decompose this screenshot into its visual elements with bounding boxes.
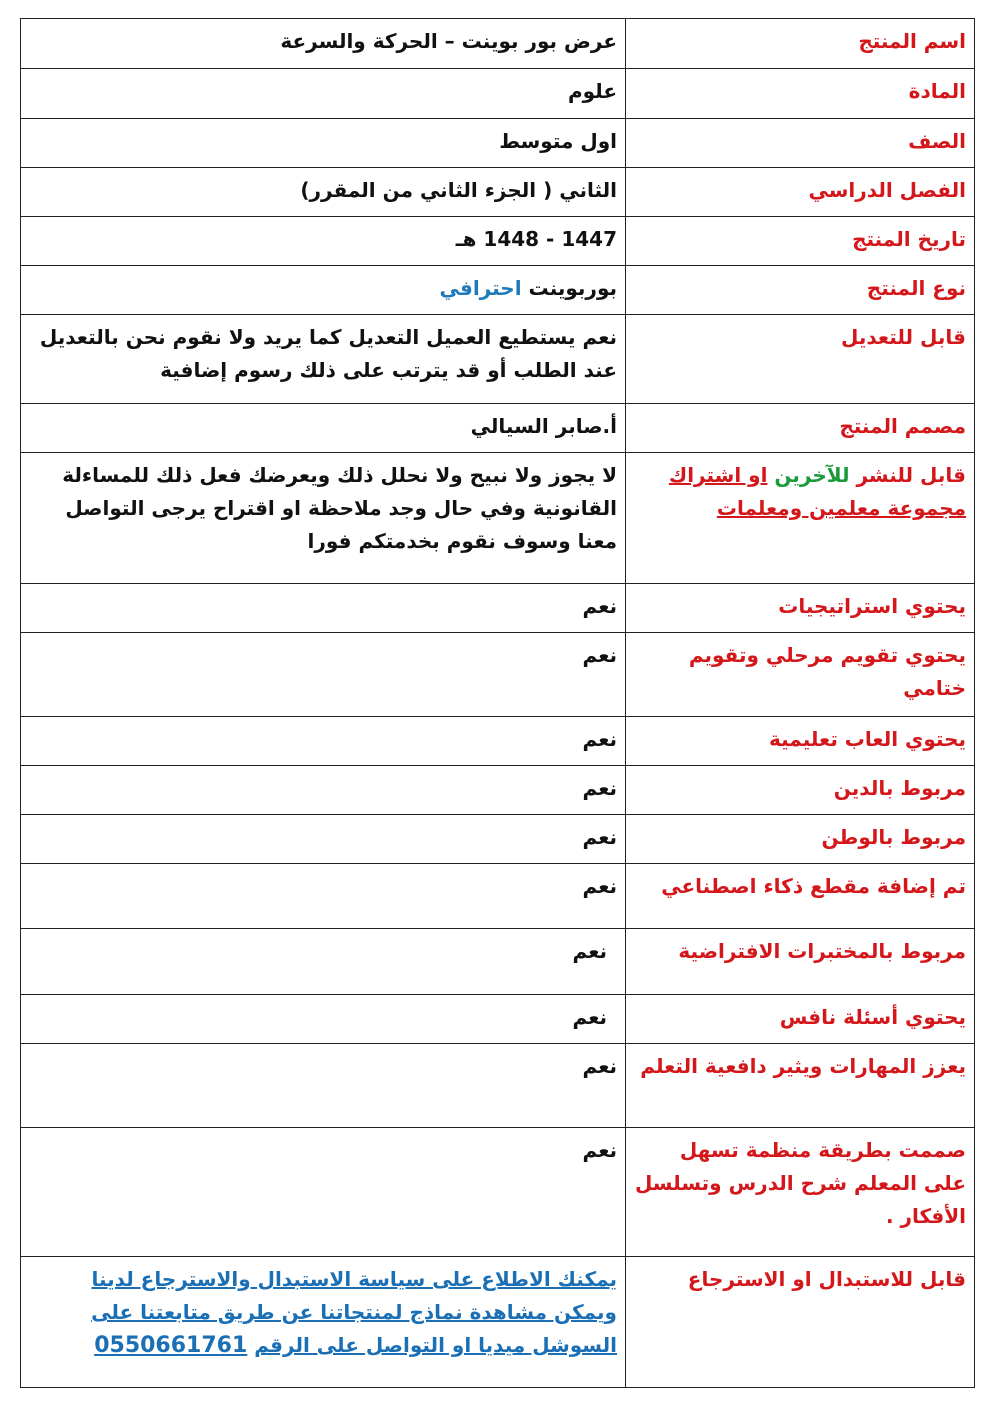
table-row [21,633,975,717]
table-row [21,217,975,266]
returns-policy-link[interactable]: يمكنك الاطلاع على سياسة الاستبدال والاسترجاع لدينا ويمكن مشاهدة نماذج لمنتجاتنا عن طريق متابعتنا على السوشل ميديا او التواصل على الرقم [91,1267,617,1357]
date-value: 1447 - 1448 هـ [21,217,626,266]
subject-value: علوم [21,69,626,119]
subject-label: المادة [626,69,975,119]
religion-value: نعم [21,766,626,815]
editable-label: قابل للتعديل [626,315,975,404]
sharing-value: لا يجوز ولا نبيح ولا نحلل ذلك ويعرضك فعل ذلك للمساءلة القانونية وفي حال وجد ملاحظة او اقتراح يرجى التواصل معنا وسوف نقوم بخدمتكم فورا [21,453,626,584]
virtual-labs-value: نعم [21,929,626,995]
organized-label: صممت بطريقة منظمة تسهل على المعلم شرح الدرس وتسلسل الأفكار . [626,1128,975,1257]
homeland-value: نعم [21,815,626,864]
table-row [21,266,975,315]
table-row [21,1044,975,1128]
grade-value: اول متوسط [21,119,626,168]
sharing-label-part1: قابل للنشر [856,463,966,487]
table-row [21,119,975,168]
sharing-label [626,453,975,584]
table-row [21,815,975,864]
type-value [21,266,626,315]
games-label: يحتوي العاب تعليمية [626,717,975,766]
table-row [21,717,975,766]
product-name-label: اسم المنتج [626,19,975,69]
designer-value: أ.صابر السيالي [21,404,626,453]
phone-number-link[interactable]: 0550661761 [94,1333,248,1358]
strategies-label: يحتوي استراتيجيات [626,584,975,633]
designer-label: مصمم المنتج [626,404,975,453]
homeland-label: مربوط بالوطن [626,815,975,864]
table-row [21,19,975,69]
nafes-label: يحتوي أسئلة نافس [626,995,975,1044]
table-row [21,69,975,119]
semester-label: الفصل الدراسي [626,168,975,217]
type-value-highlight: احترافي [439,276,522,300]
virtual-labs-label: مربوط بالمختبرات الافتراضية [626,929,975,995]
table-row [21,584,975,633]
table-row [21,766,975,815]
organized-value: نعم [21,1128,626,1257]
returns-label: قابل للاستبدال او الاسترجاع [626,1257,975,1388]
type-label: نوع المنتج [626,266,975,315]
strategies-value: نعم [21,584,626,633]
games-value: نعم [21,717,626,766]
assessment-label: يحتوي تقويم مرحلي وتقويم ختامي [626,633,975,717]
grade-label: الصف [626,119,975,168]
semester-value: الثاني ( الجزء الثاني من المقرر) [21,168,626,217]
table-row [21,995,975,1044]
table-row [21,453,975,584]
table-row [21,404,975,453]
table-row [21,1257,975,1388]
table-row [21,1128,975,1257]
skills-value: نعم [21,1044,626,1128]
product-name-value: عرض بور بوينت – الحركة والسرعة [21,19,626,69]
date-label: تاريخ المنتج [626,217,975,266]
editable-value: نعم يستطيع العميل التعديل كما يريد ولا نقوم نحن بالتعديل عند الطلب أو قد يترتب على ذلك رسوم إضافية [21,315,626,404]
assessment-value: نعم [21,633,626,717]
sharing-label-part3: او اشتراك مجموعة معلمين ومعلمات [668,463,966,520]
returns-value[interactable] [21,1257,626,1388]
ai-clip-value: نعم [21,864,626,929]
product-spec-table [20,18,975,1388]
ai-clip-label: تم إضافة مقطع ذكاء اصطناعي [626,864,975,929]
religion-label: مربوط بالدين [626,766,975,815]
type-value-plain: بوربوينت [528,276,617,300]
table-row [21,929,975,995]
table-row [21,315,975,404]
table-row [21,864,975,929]
nafes-value: نعم [21,995,626,1044]
skills-label: يعزز المهارات ويثير دافعية التعلم [626,1044,975,1128]
sharing-label-part2: للآخرين [774,463,850,487]
table-row [21,168,975,217]
